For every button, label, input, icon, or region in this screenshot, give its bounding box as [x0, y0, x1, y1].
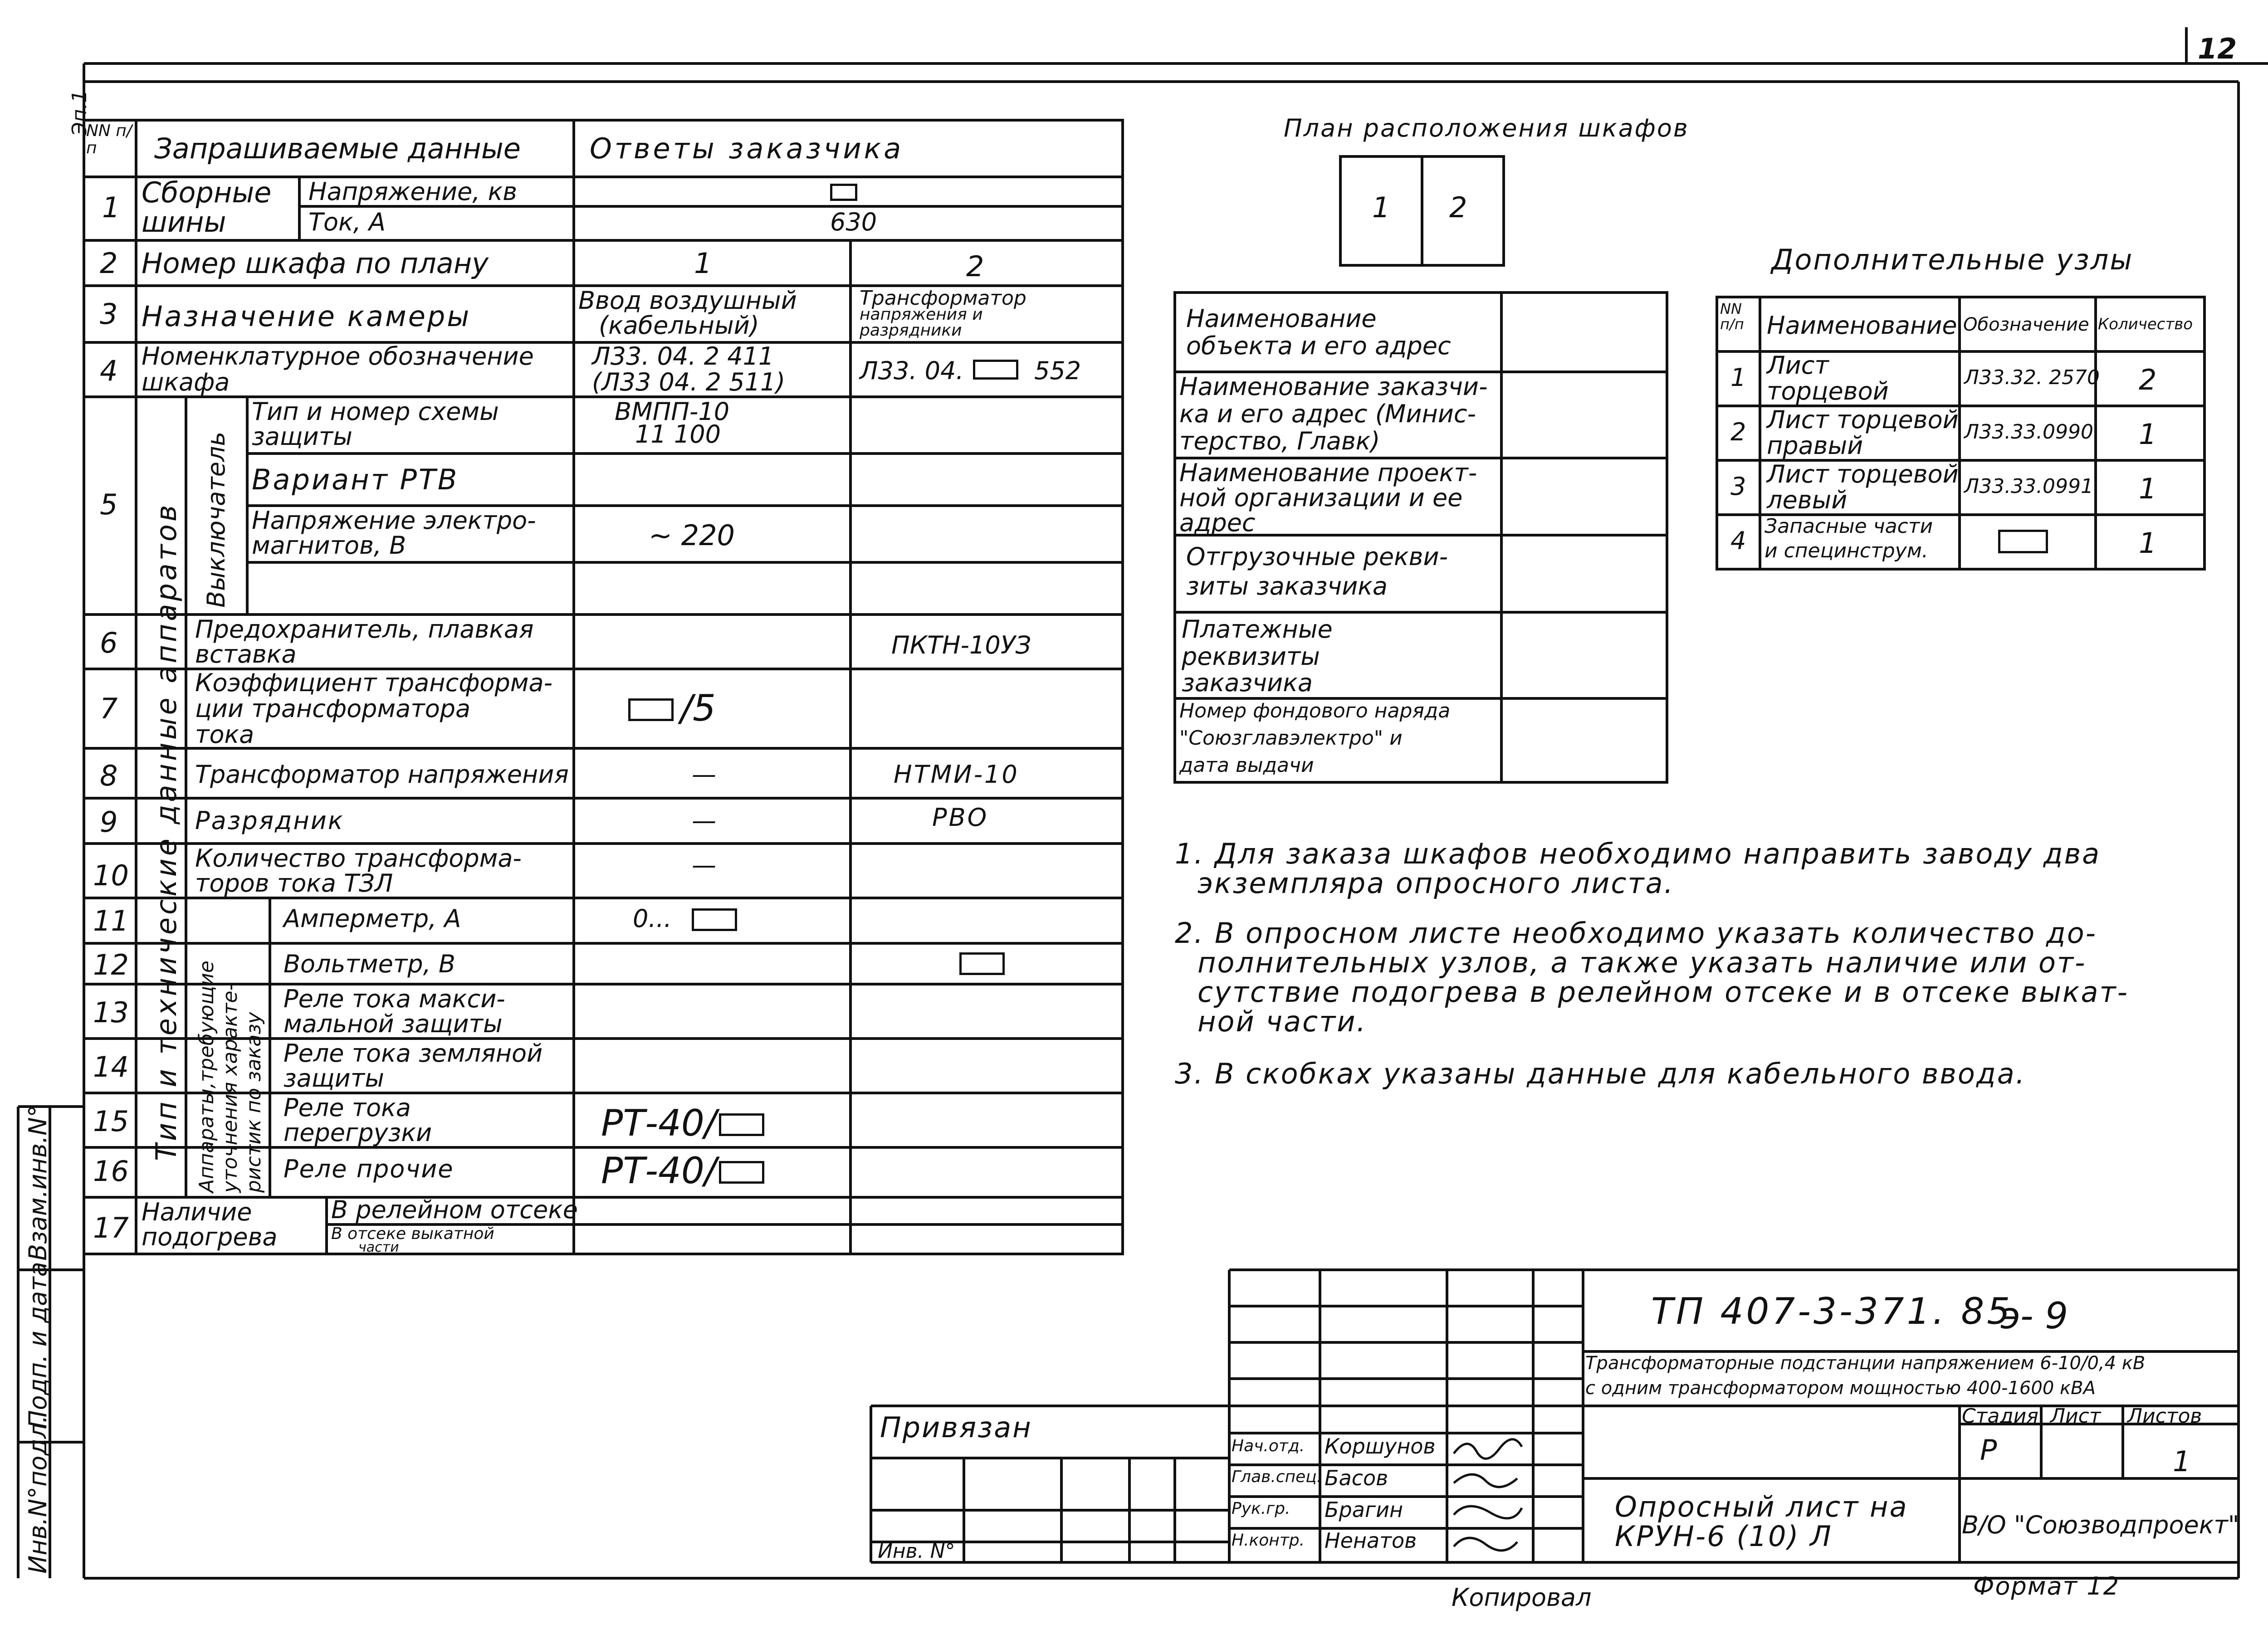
- row9-c2: РВО: [932, 803, 989, 832]
- info6-a: Номер фондового наряда: [1179, 699, 1451, 722]
- info2-c: терство, Главк): [1179, 427, 1380, 455]
- stamp-inv: Инв. N°: [878, 1540, 955, 1563]
- extra1-qty: 2: [2139, 363, 2157, 396]
- extra-hdr-qty: Количество: [2098, 315, 2193, 333]
- info3-b: ной организации и ее: [1179, 483, 1463, 512]
- stamp-title-a: Трансформаторные подстанции напряжением 6-10/0,4 кВ: [1585, 1353, 2146, 1374]
- row14-no: 14: [93, 1050, 129, 1083]
- row5-s1a: Тип и номер схемы: [252, 397, 499, 426]
- note1-b: экземпляра опросного листа.: [1198, 867, 1675, 900]
- row4-c2b: 552: [1034, 356, 1081, 385]
- row4-c1a: Л33. 04. 2 411: [592, 342, 774, 371]
- stamp-sheet: э- 9: [2000, 1295, 2068, 1337]
- row15-label-a: Реле тока: [284, 1093, 411, 1122]
- info6-c: дата выдачи: [1179, 754, 1314, 777]
- row5-s3v: ~ 220: [649, 519, 735, 552]
- row6-c2: ПКТН-10УЗ: [891, 631, 1031, 659]
- extra2-name-b: правый: [1767, 431, 1863, 460]
- row4-c1b: (Л33 04. 2 511): [592, 368, 786, 396]
- stamp-name-4: Ненатов: [1325, 1528, 1417, 1553]
- extra1-name-a: Лист: [1767, 351, 1829, 380]
- blank-box: [628, 698, 674, 721]
- stamp-name-2: Басов: [1325, 1466, 1388, 1490]
- row15-c1: РТ-40/: [601, 1102, 717, 1144]
- plan-cell-1: 1: [1372, 191, 1390, 224]
- blank-box: [719, 1113, 764, 1136]
- sheet-number: 12: [2198, 32, 2237, 65]
- extra1-name-b: торцевой: [1767, 377, 1889, 405]
- row13-no: 13: [93, 996, 129, 1029]
- plan-title: План расположения шкафов: [1284, 114, 1689, 142]
- hdr-answers: Ответы заказчика: [590, 132, 904, 165]
- row5-s3a: Напряжение электро-: [252, 506, 536, 535]
- row17-sub1: В релейном отсеке: [331, 1195, 578, 1224]
- side-vzam: Взам.инв.N°: [24, 1105, 52, 1261]
- row9-c1: —: [692, 806, 716, 835]
- format-label: Формат 12: [1973, 1572, 2120, 1600]
- extra4-name-a: Запасные части: [1765, 515, 1933, 538]
- extra-title: Дополнительные узлы: [1771, 243, 2134, 276]
- stamp-stadia: Стадия: [1962, 1405, 2038, 1428]
- row1-sub1: Напряжение, кв: [308, 177, 518, 206]
- row14-label-a: Реле тока земляной: [284, 1039, 543, 1068]
- row7-label-c: тока: [195, 720, 254, 749]
- row8-no: 8: [100, 759, 118, 792]
- row7-label-a: Коэффициент трансформа-: [195, 668, 553, 697]
- extra3-code: Л33.33.0991: [1964, 475, 2094, 498]
- row3-c2a: Трансформатор: [860, 287, 1026, 310]
- side-inv-podl: Инв.N°подл.: [24, 1415, 52, 1574]
- stamp-listov-value: 1: [2173, 1445, 2191, 1478]
- row2-label: Номер шкафа по плану: [142, 247, 489, 280]
- info3-a: Наименование проект-: [1179, 458, 1477, 487]
- blank-box: [959, 952, 1005, 975]
- row7-no: 7: [100, 692, 118, 725]
- extra2-qty: 1: [2139, 418, 2157, 451]
- row1-label: Сборные шины: [142, 176, 272, 239]
- stamp-role-2: Глав.спец.: [1232, 1468, 1322, 1486]
- stamp-privyazan: Привязан: [880, 1411, 1032, 1444]
- info6-b: "Союзглавэлектро" и: [1179, 727, 1403, 750]
- extra4-name-b: и специнструм.: [1765, 539, 1928, 562]
- stamp-org: В/О "Союзводпроект": [1962, 1511, 2239, 1539]
- info5-c: заказчика: [1182, 668, 1313, 697]
- row4-c2a: Л33. 04.: [860, 356, 964, 385]
- row17-no: 17: [93, 1211, 129, 1244]
- row5-no: 5: [100, 488, 118, 521]
- extra1-no: 1: [1730, 363, 1746, 392]
- group-app-b: уточнения характе-: [219, 983, 242, 1193]
- group-app-a: Аппараты,требующие: [195, 961, 218, 1193]
- row3-c2b: напряжения и: [860, 305, 983, 324]
- blank-box: [973, 360, 1018, 380]
- row16-no: 16: [93, 1155, 129, 1188]
- info4-a: Отгрузочные рекви-: [1186, 542, 1448, 571]
- extra1-code: Л33.32. 2570: [1964, 366, 2100, 389]
- row13-label-a: Реле тока макси-: [284, 985, 505, 1013]
- row1-no: 1: [102, 191, 120, 224]
- row5-s3b: магнитов, В: [252, 531, 406, 560]
- note2-a: 2. В опросном листе необходимо указать количество до-: [1175, 917, 2097, 950]
- row5-s2: Вариант РТВ: [252, 463, 459, 496]
- hdr-requested: Запрашиваемые данные: [154, 132, 521, 165]
- row10-no: 10: [93, 859, 129, 892]
- stamp-name-3: Брагин: [1325, 1497, 1403, 1522]
- row5-s1v1: ВМПП-10: [615, 397, 730, 426]
- row6-label-a: Предохранитель, плавкая: [195, 615, 534, 644]
- row2-c2: 2: [966, 250, 984, 283]
- row4-no: 4: [100, 354, 118, 387]
- extra-hdr-no: NN п/п: [1720, 300, 1744, 333]
- extra2-name-a: Лист торцевой: [1767, 405, 1959, 434]
- row8-c1: —: [692, 760, 716, 789]
- row7-label-b: ции трансформатора: [195, 694, 471, 723]
- note2-d: ной части.: [1198, 1005, 1367, 1038]
- blank-box: [1998, 530, 2048, 553]
- row11-c1: 0...: [633, 904, 672, 933]
- blank-box: [830, 184, 857, 201]
- row3-label: Назначение камеры: [142, 300, 471, 333]
- note1-a: 1. Для заказа шкафов необходимо направить заводу два: [1175, 837, 2101, 870]
- row1-sub2: Ток, А: [308, 208, 386, 236]
- stamp-stadia-value: Р: [1980, 1434, 1997, 1467]
- stamp-code: ТП 407-3-371. 85: [1651, 1290, 2013, 1332]
- info3-c: адрес: [1179, 508, 1256, 537]
- row6-no: 6: [100, 626, 118, 659]
- stamp-listov: Листов: [2127, 1405, 2202, 1428]
- stamp-role-1: Нач.отд.: [1232, 1437, 1305, 1455]
- row5-group: Выключатель: [202, 431, 230, 608]
- row12-label: Вольтметр, В: [284, 950, 455, 978]
- row3-c1b: (кабельный): [599, 311, 759, 340]
- info2-a: Наименование заказчи-: [1179, 372, 1488, 401]
- row4-label-a: Номенклатурное обозначение: [142, 342, 534, 371]
- stamp-doc-b: КРУН-6 (10) Л: [1615, 1520, 1833, 1553]
- row13-label-b: мальной защиты: [284, 1010, 503, 1038]
- note3: 3. В скобках указаны данные для кабельного ввода.: [1175, 1057, 2026, 1090]
- row8-c2: НТМИ-10: [894, 760, 1019, 789]
- row15-no: 15: [93, 1105, 129, 1138]
- info2-b: ка и его адрес (Минис-: [1179, 400, 1476, 428]
- info1-a: Наименование: [1186, 304, 1377, 333]
- row7-c1: /5: [680, 687, 716, 729]
- row11-label: Амперметр, А: [284, 904, 461, 933]
- extra-hdr-name: Наименование: [1767, 311, 1957, 340]
- note2-b: полнительных узлов, а также указать наличие или от-: [1198, 946, 2087, 979]
- stamp-role-4: Н.контр.: [1232, 1531, 1305, 1550]
- extra3-qty: 1: [2139, 472, 2157, 505]
- row5-s1b: защиты: [252, 422, 352, 451]
- copied-label: Копировал: [1452, 1583, 1592, 1612]
- corner-mark: Эп.1: [68, 90, 91, 136]
- extra4-qty: 1: [2139, 527, 2157, 560]
- row10-c1: —: [692, 851, 716, 879]
- row15-label-b: перегрузки: [284, 1118, 432, 1147]
- side-podp-data: Подп. и дата: [24, 1262, 52, 1429]
- group-app-c: ристик по заказу: [242, 1012, 265, 1193]
- stamp-list: Лист: [2050, 1405, 2101, 1428]
- row17-label-a: Наличие: [142, 1198, 252, 1226]
- extra3-name-a: Лист торцевой: [1767, 460, 1959, 488]
- extra3-no: 3: [1730, 472, 1746, 501]
- row4-label-b: шкафа: [142, 368, 230, 396]
- row17-label-b: подогрева: [142, 1223, 278, 1251]
- row5-s1v2: 11 100: [635, 420, 721, 449]
- info5-b: реквизиты: [1182, 642, 1320, 671]
- row16-label: Реле прочие: [284, 1155, 454, 1183]
- row3-no: 3: [100, 298, 118, 331]
- note2-c: сутствие подогрева в релейном отсеке и в отсеке выкат-: [1198, 976, 2129, 1009]
- extra2-code: Л33.33.0990: [1964, 420, 2094, 444]
- row2-no: 2: [100, 247, 118, 280]
- row9-label: Разрядник: [195, 806, 344, 835]
- blank-box: [719, 1161, 764, 1184]
- row8-label: Трансформатор напряжения: [195, 760, 569, 789]
- hdr-no: NN п/п: [86, 122, 132, 157]
- stamp-doc-a: Опросный лист на: [1615, 1490, 1908, 1523]
- row3-c2c: разрядники: [860, 321, 962, 340]
- row1-tok-value: 630: [830, 208, 877, 236]
- row14-label-b: защиты: [284, 1064, 384, 1093]
- row17-sub2b: части: [358, 1239, 399, 1255]
- row11-no: 11: [93, 904, 129, 937]
- row6-label-b: вставка: [195, 640, 297, 668]
- extra4-no: 4: [1730, 527, 1746, 555]
- stamp-role-3: Рук.гр.: [1232, 1499, 1290, 1518]
- row3-c1a: Ввод воздушный: [578, 286, 797, 315]
- row17-sub2a: В отсеке выкатной: [331, 1224, 494, 1243]
- extra-hdr-code: Обозначение: [1963, 314, 2089, 335]
- plan-cell-2: 2: [1449, 191, 1467, 224]
- row2-c1: 1: [694, 247, 712, 280]
- stamp-name-1: Коршунов: [1325, 1434, 1436, 1458]
- signature-scribbles: [1449, 1435, 1540, 1562]
- extra2-no: 2: [1730, 418, 1746, 446]
- group-tech-label: Тип и технические данные аппаратов: [150, 502, 183, 1161]
- stamp-title-b: с одним трансформатором мощностью 400-1600 кВА: [1585, 1378, 2096, 1399]
- info1-b: объекта и его адрес: [1186, 332, 1451, 360]
- row10-label-b: торов тока ТЗЛ: [195, 869, 393, 897]
- row9-no: 9: [100, 805, 118, 839]
- row12-no: 12: [93, 948, 129, 981]
- extra3-name-b: левый: [1767, 486, 1848, 514]
- row16-c1: РТ-40/: [601, 1150, 717, 1192]
- blank-box: [692, 908, 737, 931]
- info4-b: зиты заказчика: [1186, 572, 1388, 600]
- info5-a: Платежные: [1182, 615, 1333, 644]
- row10-label-a: Количество трансформа-: [195, 844, 522, 873]
